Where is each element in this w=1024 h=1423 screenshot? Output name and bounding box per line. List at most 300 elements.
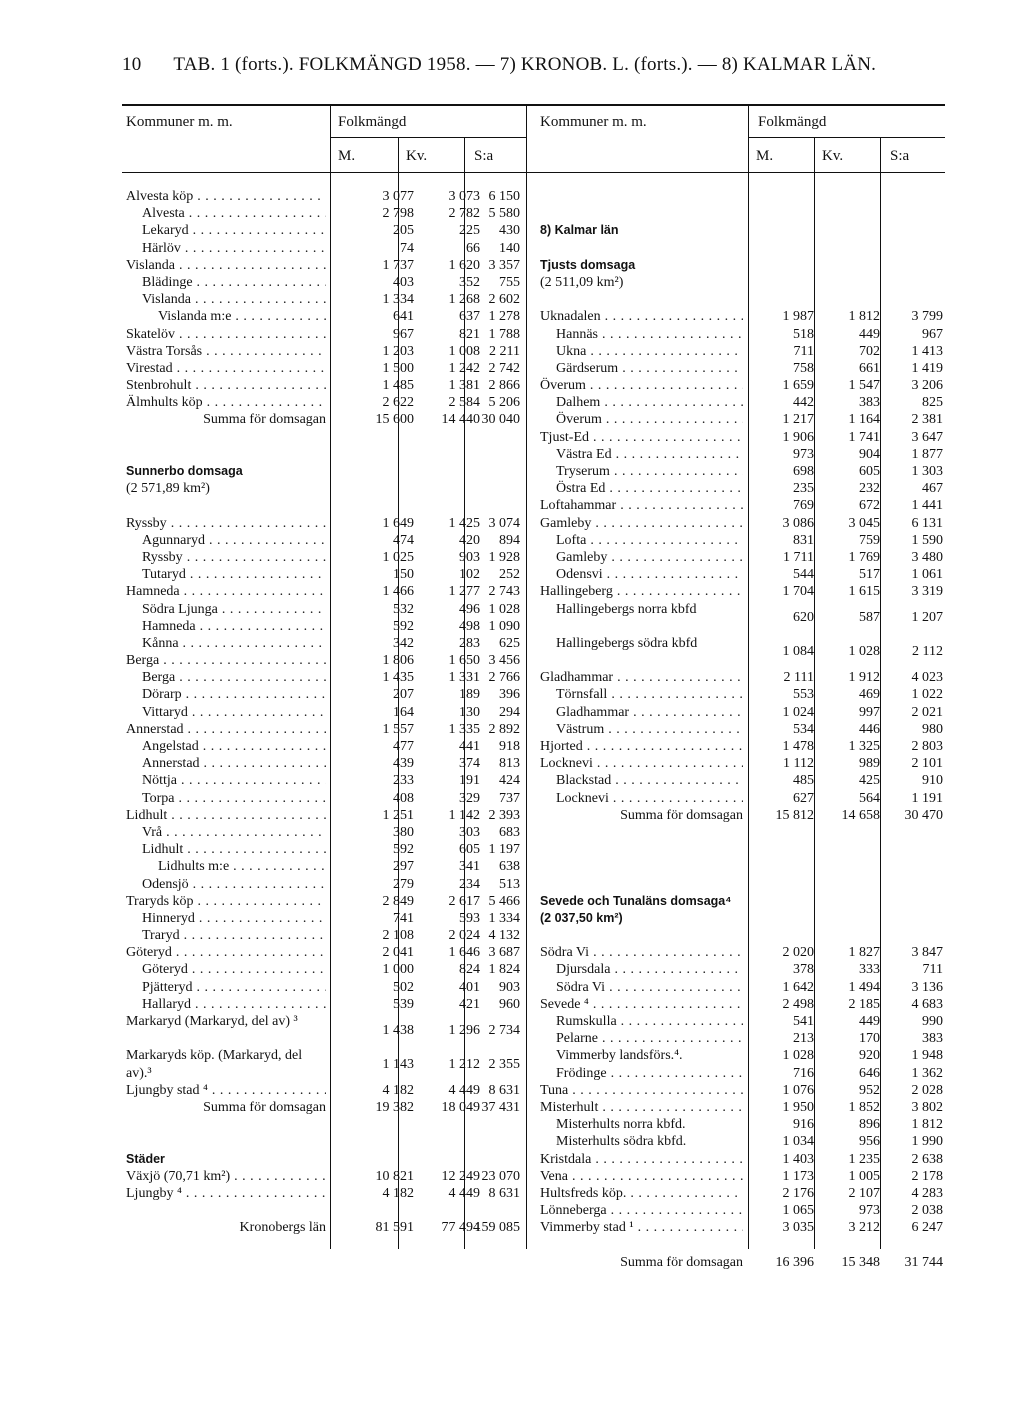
value-m: 439	[393, 756, 414, 772]
table-row	[126, 291, 526, 308]
table-row	[126, 841, 526, 858]
value-kv: 973	[859, 1203, 880, 1219]
kommun-name: Agunnaryd . . .	[142, 532, 326, 549]
table-row	[126, 1013, 526, 1047]
header-folkmangd-right: Folkmängd	[758, 114, 827, 130]
kommun-name: Pelarne . . .	[556, 1030, 743, 1047]
value-sa: 467	[922, 481, 943, 497]
value-kv: 1 812	[848, 309, 880, 325]
value-kv: 3 045	[848, 515, 880, 531]
kommun-name: Misterhults norra kbfd.	[556, 1117, 686, 1133]
value-kv: 1 646	[448, 945, 480, 961]
value-m: 403	[393, 274, 414, 290]
value-m: 539	[393, 996, 414, 1012]
table-row	[126, 961, 526, 978]
value-sa: 1 028	[488, 601, 520, 617]
header-folkmangd-left: Folkmängd	[338, 114, 407, 130]
table-row	[540, 1133, 945, 1150]
summary-label: Summa för domsagan	[203, 1099, 326, 1115]
header-kv-left: Kv.	[406, 148, 428, 164]
value-kv: 1 325	[848, 739, 880, 755]
value-m: 74	[400, 240, 414, 256]
kommun-name: Frödinge . . .	[556, 1065, 743, 1082]
value-m: 1 557	[382, 721, 414, 737]
value-sa: 3 687	[488, 945, 520, 961]
table-row	[126, 927, 526, 944]
value-kv: 1 028	[848, 644, 880, 660]
table-row	[126, 601, 526, 618]
value-sa: 2 101	[911, 756, 943, 772]
kommun-name: Hinneryd . . .	[142, 910, 326, 927]
value-sa: 3 647	[911, 429, 943, 445]
table-row	[540, 996, 945, 1013]
kommun-name: Torpa . . .	[142, 790, 326, 807]
value-m: 342	[393, 635, 414, 651]
table-row	[126, 1099, 526, 1116]
table-row	[126, 755, 526, 772]
table-row	[540, 205, 945, 222]
value-kv: 225	[459, 223, 480, 239]
table-row	[126, 1168, 526, 1185]
table-row	[126, 343, 526, 360]
value-kv: 2 024	[448, 928, 480, 944]
table-top-rule	[122, 104, 945, 106]
page-title: TAB. 1 (forts.). FOLKMÄNGD 1958. — 7) KRONOB. L. (forts.). — 8) KALMAR LÄN.	[173, 54, 877, 75]
value-sa: 6 150	[488, 189, 520, 204]
kommun-name: Traryds köp . . .	[126, 893, 326, 910]
section-heading: Sunnerbo domsaga	[126, 464, 243, 478]
kommun-name: Ljungby stad ⁴ . . .	[126, 1082, 326, 1099]
kommun-name: Alvesta . . .	[142, 205, 326, 222]
table-row	[540, 291, 945, 308]
table-row	[126, 1202, 526, 1219]
table-row	[126, 893, 526, 910]
table-row	[540, 858, 945, 875]
kommun-name: Hallingebergs södra kbfd	[556, 635, 698, 651]
value-m: 279	[393, 876, 414, 892]
value-m: 1 435	[382, 670, 414, 686]
value-m: 769	[793, 498, 814, 514]
value-sa: 1 191	[911, 790, 943, 806]
kommun-name: Tuna . . .	[540, 1082, 743, 1099]
value-kv: 759	[859, 532, 880, 548]
value-m: 1 711	[783, 549, 814, 565]
value-sa: 8 631	[488, 1082, 520, 1098]
value-kv: 952	[859, 1082, 880, 1098]
kommun-name: Gladhammar . . .	[540, 669, 743, 686]
table-row	[126, 274, 526, 291]
value-m: 518	[793, 326, 814, 342]
value-kv: 1 912	[848, 670, 880, 686]
value-kv: 593	[459, 910, 480, 926]
value-kv: 702	[859, 343, 880, 359]
value-kv: 4 449	[448, 1185, 480, 1201]
kommun-name: Vislanda . . .	[142, 291, 326, 308]
value-m: 1 112	[783, 756, 814, 772]
value-sa: 825	[922, 395, 943, 411]
value-sa: 2 602	[488, 292, 520, 308]
kommun-name: Västrum . . .	[556, 721, 743, 738]
table-row	[540, 1099, 945, 1116]
value-m: 1 485	[382, 378, 414, 394]
table-row	[540, 1202, 945, 1219]
value-sa: 31 744	[904, 1254, 943, 1270]
value-sa: 1 812	[911, 1117, 943, 1133]
value-m: 758	[793, 360, 814, 376]
table-row	[540, 515, 945, 532]
kommun-name: Vimmerby landsförs.⁴.	[556, 1048, 683, 1064]
summary-label: Summa för domsagan	[620, 807, 743, 823]
value-kv: 234	[459, 876, 480, 892]
table-row	[126, 1082, 526, 1099]
kommun-name: Djursdala . . .	[556, 961, 743, 978]
value-m: 1 950	[782, 1099, 814, 1115]
kommun-name: Locknevi . . .	[540, 755, 743, 772]
value-kv: 333	[859, 962, 880, 978]
value-kv: 1 296	[448, 1022, 480, 1038]
value-sa: 2 742	[488, 360, 520, 376]
value-kv: 989	[859, 756, 880, 772]
table-row	[126, 222, 526, 239]
table-row	[126, 635, 526, 652]
value-m: 205	[393, 223, 414, 239]
table-row	[540, 343, 945, 360]
value-sa: 2 734	[488, 1022, 520, 1038]
value-kv: 587	[859, 610, 880, 626]
kommun-name: Markaryd (Markaryd, del av) ³	[126, 1014, 298, 1029]
value-kv: 1 615	[848, 584, 880, 600]
value-m: 3 077	[382, 189, 414, 204]
value-kv: 496	[459, 601, 480, 617]
value-sa: 1 207	[911, 610, 943, 626]
value-kv: 449	[859, 326, 880, 342]
table-row	[540, 394, 945, 411]
kommun-name: Lidhults m:e . . .	[158, 858, 326, 875]
value-sa: 2 743	[488, 584, 520, 600]
value-m: 2 108	[382, 928, 414, 944]
table-row	[540, 601, 945, 635]
value-m: 150	[393, 567, 414, 583]
table-row	[540, 876, 945, 893]
value-sa: 140	[499, 240, 520, 256]
table-row	[540, 360, 945, 377]
value-kv: 189	[459, 687, 480, 703]
table-row	[540, 669, 945, 686]
section-heading: Sevede och Tunaläns domsaga⁴ (2 037,50 km²)	[540, 893, 732, 925]
value-kv: 4 449	[448, 1082, 480, 1098]
value-sa: 638	[499, 859, 520, 875]
value-kv: 18 049	[441, 1099, 480, 1115]
value-sa: 1 441	[911, 498, 943, 514]
value-m: 592	[393, 842, 414, 858]
table-row	[126, 1151, 526, 1168]
value-m: 477	[393, 739, 414, 754]
value-m: 15 600	[375, 412, 414, 428]
value-m: 2 849	[382, 893, 414, 909]
value-sa: 3 074	[488, 515, 520, 531]
table-row	[540, 188, 945, 205]
value-kv: 672	[859, 498, 880, 514]
kommun-name: Lekaryd . . .	[142, 222, 326, 239]
value-m: 474	[393, 532, 414, 548]
value-kv: 1 494	[848, 979, 880, 995]
value-kv: 2 107	[848, 1185, 880, 1201]
value-sa: 1 928	[488, 549, 520, 565]
value-m: 485	[793, 773, 814, 789]
table-row	[126, 858, 526, 875]
table-row	[126, 772, 526, 789]
value-m: 3 035	[782, 1220, 814, 1236]
kommun-name: Locknevi . . .	[556, 790, 743, 807]
value-sa: 252	[499, 567, 520, 583]
kommun-name: Dalhem . . .	[556, 394, 743, 411]
kommun-name: Skatelöv . . .	[126, 326, 326, 343]
table-row	[540, 566, 945, 583]
table-row	[540, 446, 945, 463]
value-m: 207	[393, 687, 414, 703]
table-row	[540, 824, 945, 841]
table-row	[540, 583, 945, 600]
value-kv: 12 249	[441, 1168, 480, 1184]
kommun-name: Törnsfall . . .	[556, 686, 743, 703]
summary-label: Summa för domsagan	[203, 412, 326, 428]
table-row	[540, 240, 945, 257]
value-m: 716	[793, 1065, 814, 1081]
page-header	[122, 54, 876, 76]
value-sa: 2 355	[488, 1056, 520, 1072]
value-kv: 661	[859, 360, 880, 376]
value-m: 502	[393, 979, 414, 995]
kommun-name: Ljungby ⁴ . . .	[126, 1185, 326, 1202]
value-m: 1 034	[782, 1134, 814, 1150]
value-sa: 1 090	[488, 618, 520, 634]
page-number: 10	[122, 54, 142, 75]
value-kv: 352	[459, 274, 480, 290]
kommun-name: Västra Torsås . . .	[126, 343, 326, 360]
value-kv: 1 650	[448, 653, 480, 669]
table-row	[126, 876, 526, 893]
value-m: 16 396	[775, 1254, 814, 1270]
kommun-name: Älmhults köp . . .	[126, 394, 326, 411]
value-sa: 1 334	[488, 910, 520, 926]
kommun-name: Härlöv . . .	[142, 240, 326, 257]
value-kv: 904	[859, 446, 880, 462]
value-sa: 4 683	[911, 996, 943, 1012]
value-sa: 23 070	[481, 1168, 520, 1184]
value-kv: 997	[859, 704, 880, 720]
kommun-name: Hallaryd . . .	[142, 996, 326, 1013]
value-kv: 1 381	[448, 378, 480, 394]
value-m: 532	[393, 601, 414, 617]
header-sa-left: S:a	[474, 148, 494, 164]
value-m: 2 020	[782, 945, 814, 961]
value-kv: 170	[859, 1031, 880, 1047]
table-row	[540, 274, 945, 291]
table-row	[540, 1013, 945, 1030]
value-kv: 956	[859, 1134, 880, 1150]
table-row	[126, 910, 526, 927]
value-m: 1 076	[782, 1082, 814, 1098]
value-sa: 2 866	[488, 378, 520, 394]
kommun-name: Lidhult . . .	[142, 841, 326, 858]
kommun-name: Annerstad . . .	[142, 755, 326, 772]
kommun-name: Annerstad . . .	[126, 721, 326, 738]
value-m: 916	[793, 1117, 814, 1133]
left-table-body	[126, 188, 526, 1236]
value-m: 544	[793, 567, 814, 583]
table-row	[540, 1168, 945, 1185]
kommun-name: Göteryd . . .	[126, 944, 326, 961]
value-m: 1 000	[382, 962, 414, 978]
table-row	[126, 824, 526, 841]
table-row	[540, 1254, 945, 1271]
value-kv: 383	[859, 395, 880, 411]
value-m: 1 906	[782, 429, 814, 445]
value-sa: 5 466	[488, 893, 520, 909]
kommun-name: Ryssby . . .	[126, 515, 326, 532]
table-row	[126, 979, 526, 996]
value-sa: 430	[499, 223, 520, 239]
value-kv: 646	[859, 1065, 880, 1081]
table-row	[126, 377, 526, 394]
value-m: 741	[393, 910, 414, 926]
table-row	[540, 1151, 945, 1168]
kommun-name: Alvesta köp . . .	[126, 188, 326, 205]
header-kommuner-left: Kommuner m. m.	[126, 114, 233, 130]
value-sa: 6 131	[911, 515, 943, 531]
kommun-name: Gärdserum . . .	[556, 360, 743, 377]
section-heading: Städer	[126, 1151, 165, 1166]
value-sa: 2 021	[911, 704, 943, 720]
value-sa: 625	[499, 635, 520, 651]
value-sa: 6 247	[911, 1220, 943, 1236]
value-sa: 1 022	[911, 687, 943, 703]
value-sa: 1 197	[488, 842, 520, 858]
value-kv: 1 741	[848, 429, 880, 445]
value-sa: 513	[499, 876, 520, 892]
table-row	[540, 326, 945, 343]
value-kv: 824	[459, 962, 480, 978]
value-m: 2 498	[782, 996, 814, 1012]
kommun-name: Blädinge . . .	[142, 274, 326, 291]
value-m: 1 642	[782, 979, 814, 995]
value-sa: 2 178	[911, 1168, 943, 1184]
value-kv: 1 242	[448, 360, 480, 376]
value-kv: 3 073	[448, 189, 480, 204]
value-sa: 383	[922, 1031, 943, 1047]
table-row	[126, 515, 526, 532]
value-m: 973	[793, 446, 814, 462]
value-sa: 3 802	[911, 1099, 943, 1115]
value-m: 831	[793, 532, 814, 548]
value-sa: 2 803	[911, 739, 943, 755]
value-m: 1 143	[382, 1056, 414, 1072]
kommun-name: Pjätteryd . . .	[142, 979, 326, 996]
kommun-name: Växjö (70,71 km²) . . .	[126, 1168, 326, 1185]
table-row	[540, 1065, 945, 1082]
table-row	[540, 961, 945, 978]
value-m: 233	[393, 773, 414, 789]
value-sa: 2 393	[488, 807, 520, 823]
section-heading: Tjusts domsaga	[540, 257, 636, 272]
value-kv: 1 235	[848, 1151, 880, 1167]
kommun-name: Markaryds köp. (Markaryd, del av).³	[126, 1048, 303, 1081]
value-m: 1 334	[382, 292, 414, 308]
kommun-name: Tjust-Ed . . .	[540, 429, 743, 446]
kommun-name: Vislanda . . .	[126, 257, 326, 274]
value-kv: 2 782	[448, 206, 480, 222]
value-m: 15 812	[775, 807, 814, 823]
value-kv: 1 277	[448, 584, 480, 600]
value-sa: 37 431	[481, 1099, 520, 1115]
table-row	[540, 927, 945, 944]
value-m: 553	[793, 687, 814, 703]
value-m: 1 806	[382, 653, 414, 669]
table-row	[126, 188, 526, 205]
value-sa: 2 381	[911, 412, 943, 428]
value-sa: 3 456	[488, 653, 520, 669]
kommun-name: Gladhammar . . .	[556, 704, 743, 721]
value-sa: 1 061	[911, 567, 943, 583]
table-row	[540, 222, 945, 239]
value-sa: 967	[922, 326, 943, 342]
value-sa: 294	[499, 704, 520, 720]
table-row	[126, 583, 526, 600]
value-sa: 683	[499, 824, 520, 840]
value-sa: 424	[499, 773, 520, 789]
table-row	[126, 618, 526, 635]
value-sa: 1 590	[911, 532, 943, 548]
value-sa: 2 038	[911, 1203, 943, 1219]
kommun-name: Överum . . .	[540, 377, 743, 394]
kommun-name: Sevede ⁴ . . .	[540, 996, 743, 1013]
table-row	[126, 257, 526, 274]
value-kv: 517	[859, 567, 880, 583]
table-row	[126, 1185, 526, 1202]
value-kv: 1 331	[448, 670, 480, 686]
value-kv: 1 852	[848, 1099, 880, 1115]
kommun-name: Hannäs . . .	[556, 326, 743, 343]
value-sa: 4 132	[488, 928, 520, 944]
value-sa: 910	[922, 773, 943, 789]
table-row	[540, 944, 945, 961]
value-kv: 1 008	[448, 343, 480, 359]
table-row	[126, 480, 526, 497]
value-sa: 3 136	[911, 979, 943, 995]
value-kv: 821	[459, 326, 480, 342]
value-kv: 1 425	[448, 515, 480, 531]
value-kv: 446	[859, 721, 880, 737]
table-row	[540, 429, 945, 446]
kommun-name: Angelstad . . .	[142, 738, 326, 755]
table-row	[540, 549, 945, 566]
header-kommuner-right: Kommuner m. m.	[540, 114, 647, 130]
kommun-name: Vena . . .	[540, 1168, 743, 1185]
value-m: 297	[393, 859, 414, 875]
kommun-name: Göteryd . . .	[142, 961, 326, 978]
value-m: 408	[393, 790, 414, 806]
value-sa: 30 470	[904, 807, 943, 823]
value-sa: 3 480	[911, 549, 943, 565]
table-row	[126, 446, 526, 463]
value-m: 2 622	[382, 395, 414, 411]
kommun-name: Berga . . .	[126, 652, 326, 669]
table-row	[540, 755, 945, 772]
value-kv: 14 440	[441, 412, 480, 428]
value-m: 1 028	[782, 1048, 814, 1064]
table-row	[126, 790, 526, 807]
value-m: 378	[793, 962, 814, 978]
